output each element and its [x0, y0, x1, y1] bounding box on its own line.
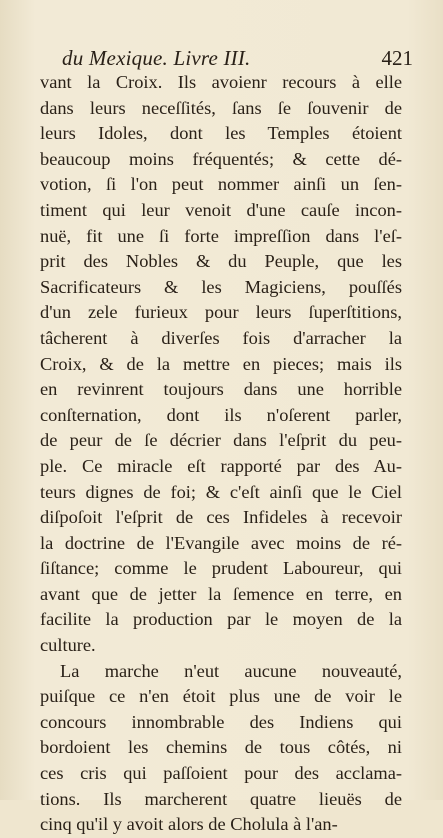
text-line: ſiſtance; comme le prudent Laboureur, qui — [40, 558, 402, 579]
text-line: de peur de ſe décrier dans l'eſprit du peu- — [40, 430, 402, 451]
text-line: Sacrificateurs & les Magiciens, pouſſés — [40, 276, 402, 297]
text-line: prit des Nobles & du Peuple, que les — [40, 251, 402, 272]
page-number: 421 — [381, 46, 413, 70]
text-line: La marche n'eut aucune nouveauté, — [60, 660, 402, 681]
text-line: concours innombrable des Indiens qui — [40, 711, 402, 732]
text-line: leurs Idoles, dont les Temples étoient — [40, 123, 402, 144]
text-line: teurs dignes de foi; & c'eſt ainſi que le Ciel — [40, 481, 402, 502]
text-line: Croix, & de la mettre en pieces; mais ils — [40, 353, 402, 374]
text-line: vant la Croix. Ils avoienr recours à elle — [40, 72, 402, 92]
text-line: culture. — [40, 635, 96, 656]
text-line: cinq qu'il y avoit alors de Cholula à l'an- — [40, 814, 338, 835]
text-line: la doctrine de l'Evangile avec moins de ré- — [40, 532, 402, 553]
text-line: facilite la production par le moyen de la — [40, 609, 402, 630]
text-line: diſpoſoit l'eſprit de ces Infideles à recevoir — [40, 507, 402, 528]
text-line: tions. Ils marcherent quatre lieuës de — [40, 788, 402, 809]
text-line: d'un zele furieux pour leurs ſuperſtitions, — [40, 302, 402, 323]
text-line: puiſque ce n'en étoit plus une de voir le — [40, 686, 402, 707]
text-line: timent qui leur venoit d'une cauſe incon- — [40, 199, 402, 220]
text-line: ple. Ce miracle eſt rapporté par des Au- — [40, 455, 402, 476]
text-line: dans leurs neceſſités, ſans ſe ſouvenir de — [40, 97, 402, 118]
text-line: ces cris qui paſſoient pour des acclama- — [40, 763, 402, 784]
text-line: beaucoup moins fréquentés; & cette dé- — [40, 148, 402, 169]
text-line: conſternation, dont ils n'oſerent parler, — [40, 404, 402, 425]
text-line: bordoient les chemins de tous côtés, ni — [40, 737, 402, 758]
text-line: votion, ſi l'on peut nommer ainſi un ſen- — [40, 174, 402, 195]
body-text — [40, 70, 402, 838]
text-line: en revinrent toujours dans une horrible — [40, 379, 402, 400]
text-line: tâcherent à diverſes fois d'arracher la — [40, 327, 402, 348]
page-header — [62, 44, 413, 70]
running-title: du Mexique. Livre III. — [62, 46, 251, 70]
text-line: nuë, fit une ſi forte impreſſion dans l'eſ- — [40, 225, 402, 246]
text-line: avant que de jetter la ſemence en terre, en — [40, 583, 402, 604]
